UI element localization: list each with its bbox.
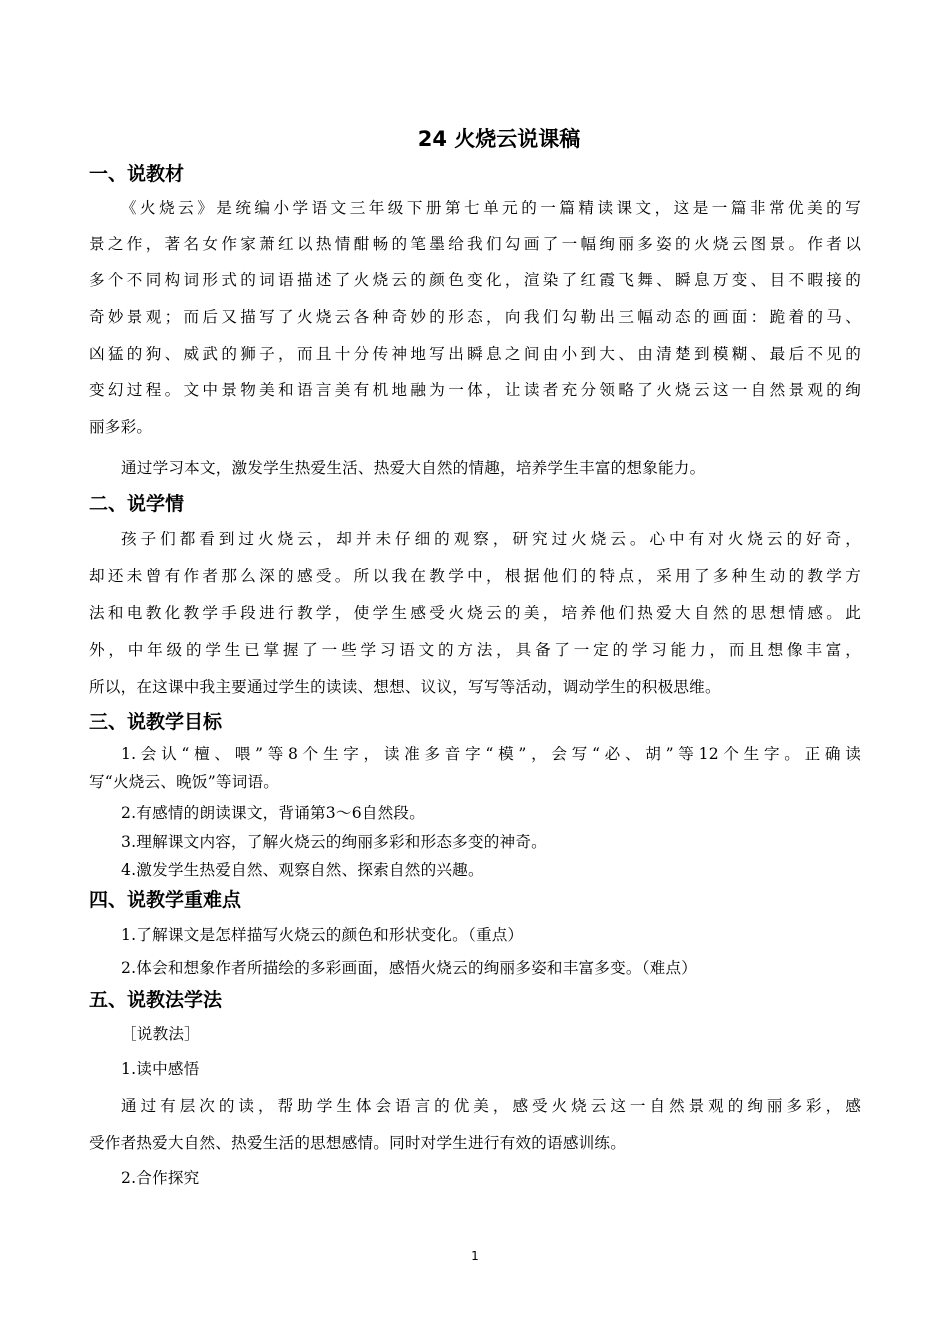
- paragraph-line: 孩子们都看到过火烧云，却并未仔细的观察，研究过火烧云。心中有对火烧云的好奇，: [121, 530, 861, 548]
- goal-item: 2.有感情的朗读课文，背诵第3～6自然段。: [121, 804, 426, 822]
- goal-item: 1.会认“檀、喂”等8个生字，读准多音字“模”，会写“必、胡”等12个生字。正确读: [121, 745, 861, 763]
- paragraph-line: 《火烧云》是统编小学语文三年级下册第七单元的一篇精读课文，这是一篇非常优美的写: [121, 199, 861, 217]
- paragraph-line: 外，中年级的学生已掌握了一些学习语文的方法，具备了一定的学习能力，而且想像丰富，: [89, 641, 861, 659]
- goal-item-continuation: 写“火烧云、晚饭”等词语。: [89, 773, 280, 791]
- paragraph-line: 景之作，著名女作家萧红以热情酣畅的笔墨给我们勾画了一幅绚丽多姿的火烧云图景。作者以: [89, 235, 861, 253]
- paragraph-line: 凶猛的狗、威武的狮子，而且十分传神地写出瞬息之间由小到大、由清楚到模糊、最后不见的: [89, 345, 861, 363]
- method-item-title: 1.读中感悟: [121, 1060, 200, 1078]
- goal-item: 4.激发学生热爱自然、观察自然、探索自然的兴趣。: [121, 861, 484, 879]
- paragraph-line: 通过有层次的读，帮助学生体会语言的优美，感受火烧云这一自然景观的绚丽多彩，感: [121, 1097, 861, 1115]
- paragraph-line: 通过学习本文，激发学生热爱生活、热爱大自然的情趣，培养学生丰富的想象能力。: [121, 459, 706, 477]
- paragraph-line: 丽多彩。: [89, 418, 153, 436]
- paragraph-line: 所以，在这课中我主要通过学生的读读、想想、议议，写写等活动，调动学生的积极思维。: [89, 678, 721, 696]
- section-heading-student-analysis: 二、说学情: [89, 493, 185, 515]
- section-heading-teaching-methods: 五、说教法学法: [89, 989, 223, 1011]
- paragraph-line: 法和电教化教学手段进行教学，使学生感受火烧云的美，培养他们热爱大自然的思想情感。此: [89, 604, 861, 622]
- method-item-title: 2.合作探究: [121, 1169, 200, 1187]
- paragraph-line: 受作者热爱大自然、热爱生活的思想感情。同时对学生进行有效的语感训练。: [89, 1134, 626, 1152]
- section-heading-key-difficulties: 四、说教学重难点: [89, 889, 242, 911]
- key-point-item: 1.了解课文是怎样描写火烧云的颜色和形状变化。（重点）: [121, 926, 524, 944]
- section-heading-teaching-material: 一、说教材: [89, 163, 185, 185]
- key-point-item: 2.体会和想象作者所描绘的多彩画面，感悟火烧云的绚丽多姿和丰富多变。（难点）: [121, 959, 698, 977]
- section-heading-teaching-goals: 三、说教学目标: [89, 711, 223, 733]
- document-title: 24 火烧云说课稿: [417, 127, 581, 151]
- paragraph-line: 变幻过程。文中景物美和语言美有机地融为一体，让读者充分领略了火烧云这一自然景观的绚: [89, 381, 861, 399]
- paragraph-line: 奇妙景观；而后又描写了火烧云各种奇妙的形态，向我们勾勒出三幅动态的画面：跪着的马、: [89, 308, 861, 326]
- paragraph-line: 多个不同构词形式的词语描述了火烧云的颜色变化，渲染了红霞飞舞、瞬息万变、目不暇接的: [89, 271, 861, 289]
- subheading-teaching-method: ［说教法］: [121, 1025, 200, 1043]
- goal-item: 3.理解课文内容，了解火烧云的绚丽多彩和形态多变的神奇。: [121, 833, 547, 851]
- page-number: 1: [471, 1249, 479, 1263]
- paragraph-line: 却还未曾有作者那么深的感受。所以我在教学中，根据他们的特点，采用了多种生动的教学方: [89, 567, 861, 585]
